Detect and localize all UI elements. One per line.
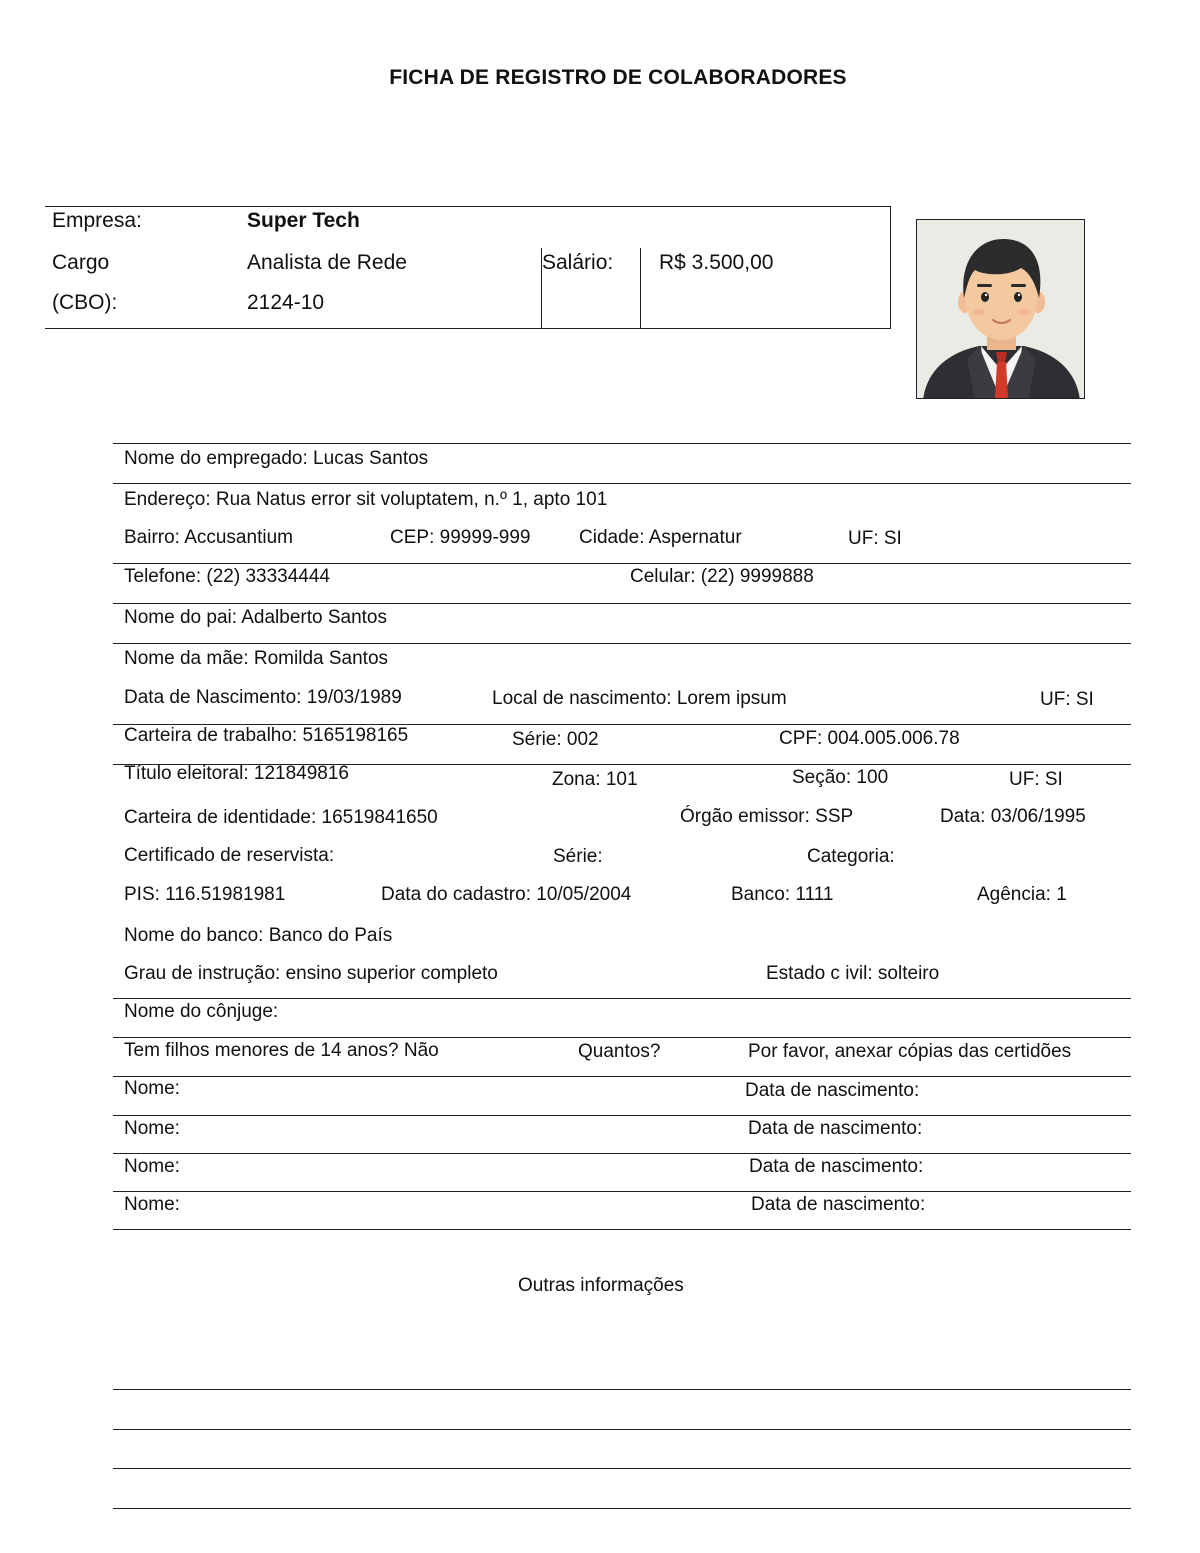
cbo-label: (CBO): — [52, 291, 118, 314]
uf-field: UF: SI — [1040, 689, 1094, 710]
cpf-field: CPF: 004.005.006.78 — [779, 728, 960, 749]
rule-line — [113, 1115, 1131, 1116]
filho-data-label: Data de nascimento: — [745, 1080, 920, 1101]
salario-value: R$ 3.500,00 — [659, 251, 774, 274]
rule-line — [113, 1229, 1131, 1230]
reservista-serie-field: Série: — [553, 846, 603, 867]
uf-field: UF: SI — [848, 528, 902, 549]
filho-nome-label: Nome: — [124, 1156, 180, 1177]
rule-line — [113, 1076, 1131, 1077]
cargo-label: Cargo — [52, 251, 110, 274]
endereco-field: Endereço: Rua Natus error sit voluptatem, n.º 1, apto 101 — [124, 489, 608, 510]
filho-nome-label: Nome: — [124, 1194, 180, 1215]
rule-line — [113, 1468, 1131, 1469]
nome-empregado-field: Nome do empregado: Lucas Santos — [124, 448, 429, 469]
filho-nome-label: Nome: — [124, 1118, 180, 1139]
rule-line — [113, 1508, 1131, 1509]
telefone-field: Telefone: (22) 33334444 — [124, 566, 330, 587]
rule-line — [113, 1389, 1131, 1390]
rule-line — [113, 1429, 1131, 1430]
rule-line — [113, 998, 1131, 999]
rule-line — [113, 643, 1131, 644]
nome-mae-field: Nome da mãe: Romilda Santos — [124, 648, 389, 669]
empresa-label: Empresa: — [52, 209, 142, 232]
form-title: FICHA DE REGISTRO DE COLABORADORES — [389, 66, 847, 89]
empresa-value: Super Tech — [247, 209, 360, 232]
rule-line — [113, 603, 1131, 604]
zona-field: Zona: 101 — [552, 769, 638, 790]
grau-instrucao-field: Grau de instrução: ensino superior completo — [124, 963, 498, 984]
rule-line — [113, 443, 1131, 444]
rule-line — [113, 563, 1131, 564]
salario-label: Salário: — [542, 251, 614, 274]
filhos-field: Tem filhos menores de 14 anos? Não — [124, 1040, 439, 1061]
agencia-field: Agência: 1 — [977, 884, 1067, 905]
filho-data-label: Data de nascimento: — [749, 1156, 924, 1177]
local-nascimento-field: Local de nascimento: Lorem ipsum — [492, 688, 787, 709]
filho-data-label: Data de nascimento: — [751, 1194, 926, 1215]
estado-civil-field: Estado c ivil: solteiro — [766, 963, 940, 984]
rule-line — [113, 1191, 1131, 1192]
serie-field: Série: 002 — [512, 729, 599, 750]
header-divider-2 — [640, 248, 641, 329]
identidade-field: Carteira de identidade: 16519841650 — [124, 807, 438, 828]
cidade-field: Cidade: Aspernatur — [579, 527, 742, 548]
rule-line — [113, 1153, 1131, 1154]
data-cadastro-field: Data do cadastro: 10/05/2004 — [381, 884, 632, 905]
pis-field: PIS: 116.51981981 — [124, 884, 286, 905]
nome-banco-field: Nome do banco: Banco do País — [124, 925, 393, 946]
data-nascimento-field: Data de Nascimento: 19/03/1989 — [124, 687, 402, 708]
filho-data-label: Data de nascimento: — [748, 1118, 923, 1139]
rule-line — [113, 483, 1131, 484]
cargo-value: Analista de Rede — [247, 251, 407, 274]
cbo-value: 2124-10 — [247, 291, 325, 314]
orgao-emissor-field: Órgão emissor: SSP — [680, 806, 854, 827]
employee-avatar-icon — [917, 220, 1085, 399]
reservista-field: Certificado de reservista: — [124, 845, 335, 866]
filho-nome-label: Nome: — [124, 1078, 180, 1099]
cep-field: CEP: 99999-999 — [390, 527, 531, 548]
uf-field: UF: SI — [1009, 769, 1063, 790]
titulo-eleitoral-field: Título eleitoral: 121849816 — [124, 763, 349, 784]
reservista-categoria-field: Categoria: — [807, 846, 895, 867]
employee-photo — [916, 219, 1085, 399]
secao-field: Seção: 100 — [792, 767, 889, 788]
quantos-field: Quantos? — [578, 1041, 661, 1062]
banco-field: Banco: 1111 — [731, 884, 834, 905]
rule-line — [113, 1037, 1131, 1038]
outras-informacoes-heading: Outras informações — [518, 1275, 684, 1296]
conjuge-field: Nome do cônjuge: — [124, 1001, 279, 1022]
celular-field: Celular: (22) 9999888 — [630, 566, 814, 587]
nome-pai-field: Nome do pai: Adalberto Santos — [124, 607, 388, 628]
data-identidade-field: Data: 03/06/1995 — [940, 806, 1086, 827]
certidoes-note: Por favor, anexar cópias das certidões — [748, 1041, 1072, 1062]
carteira-trabalho-field: Carteira de trabalho: 5165198165 — [124, 725, 409, 746]
bairro-field: Bairro: Accusantium — [124, 527, 293, 548]
